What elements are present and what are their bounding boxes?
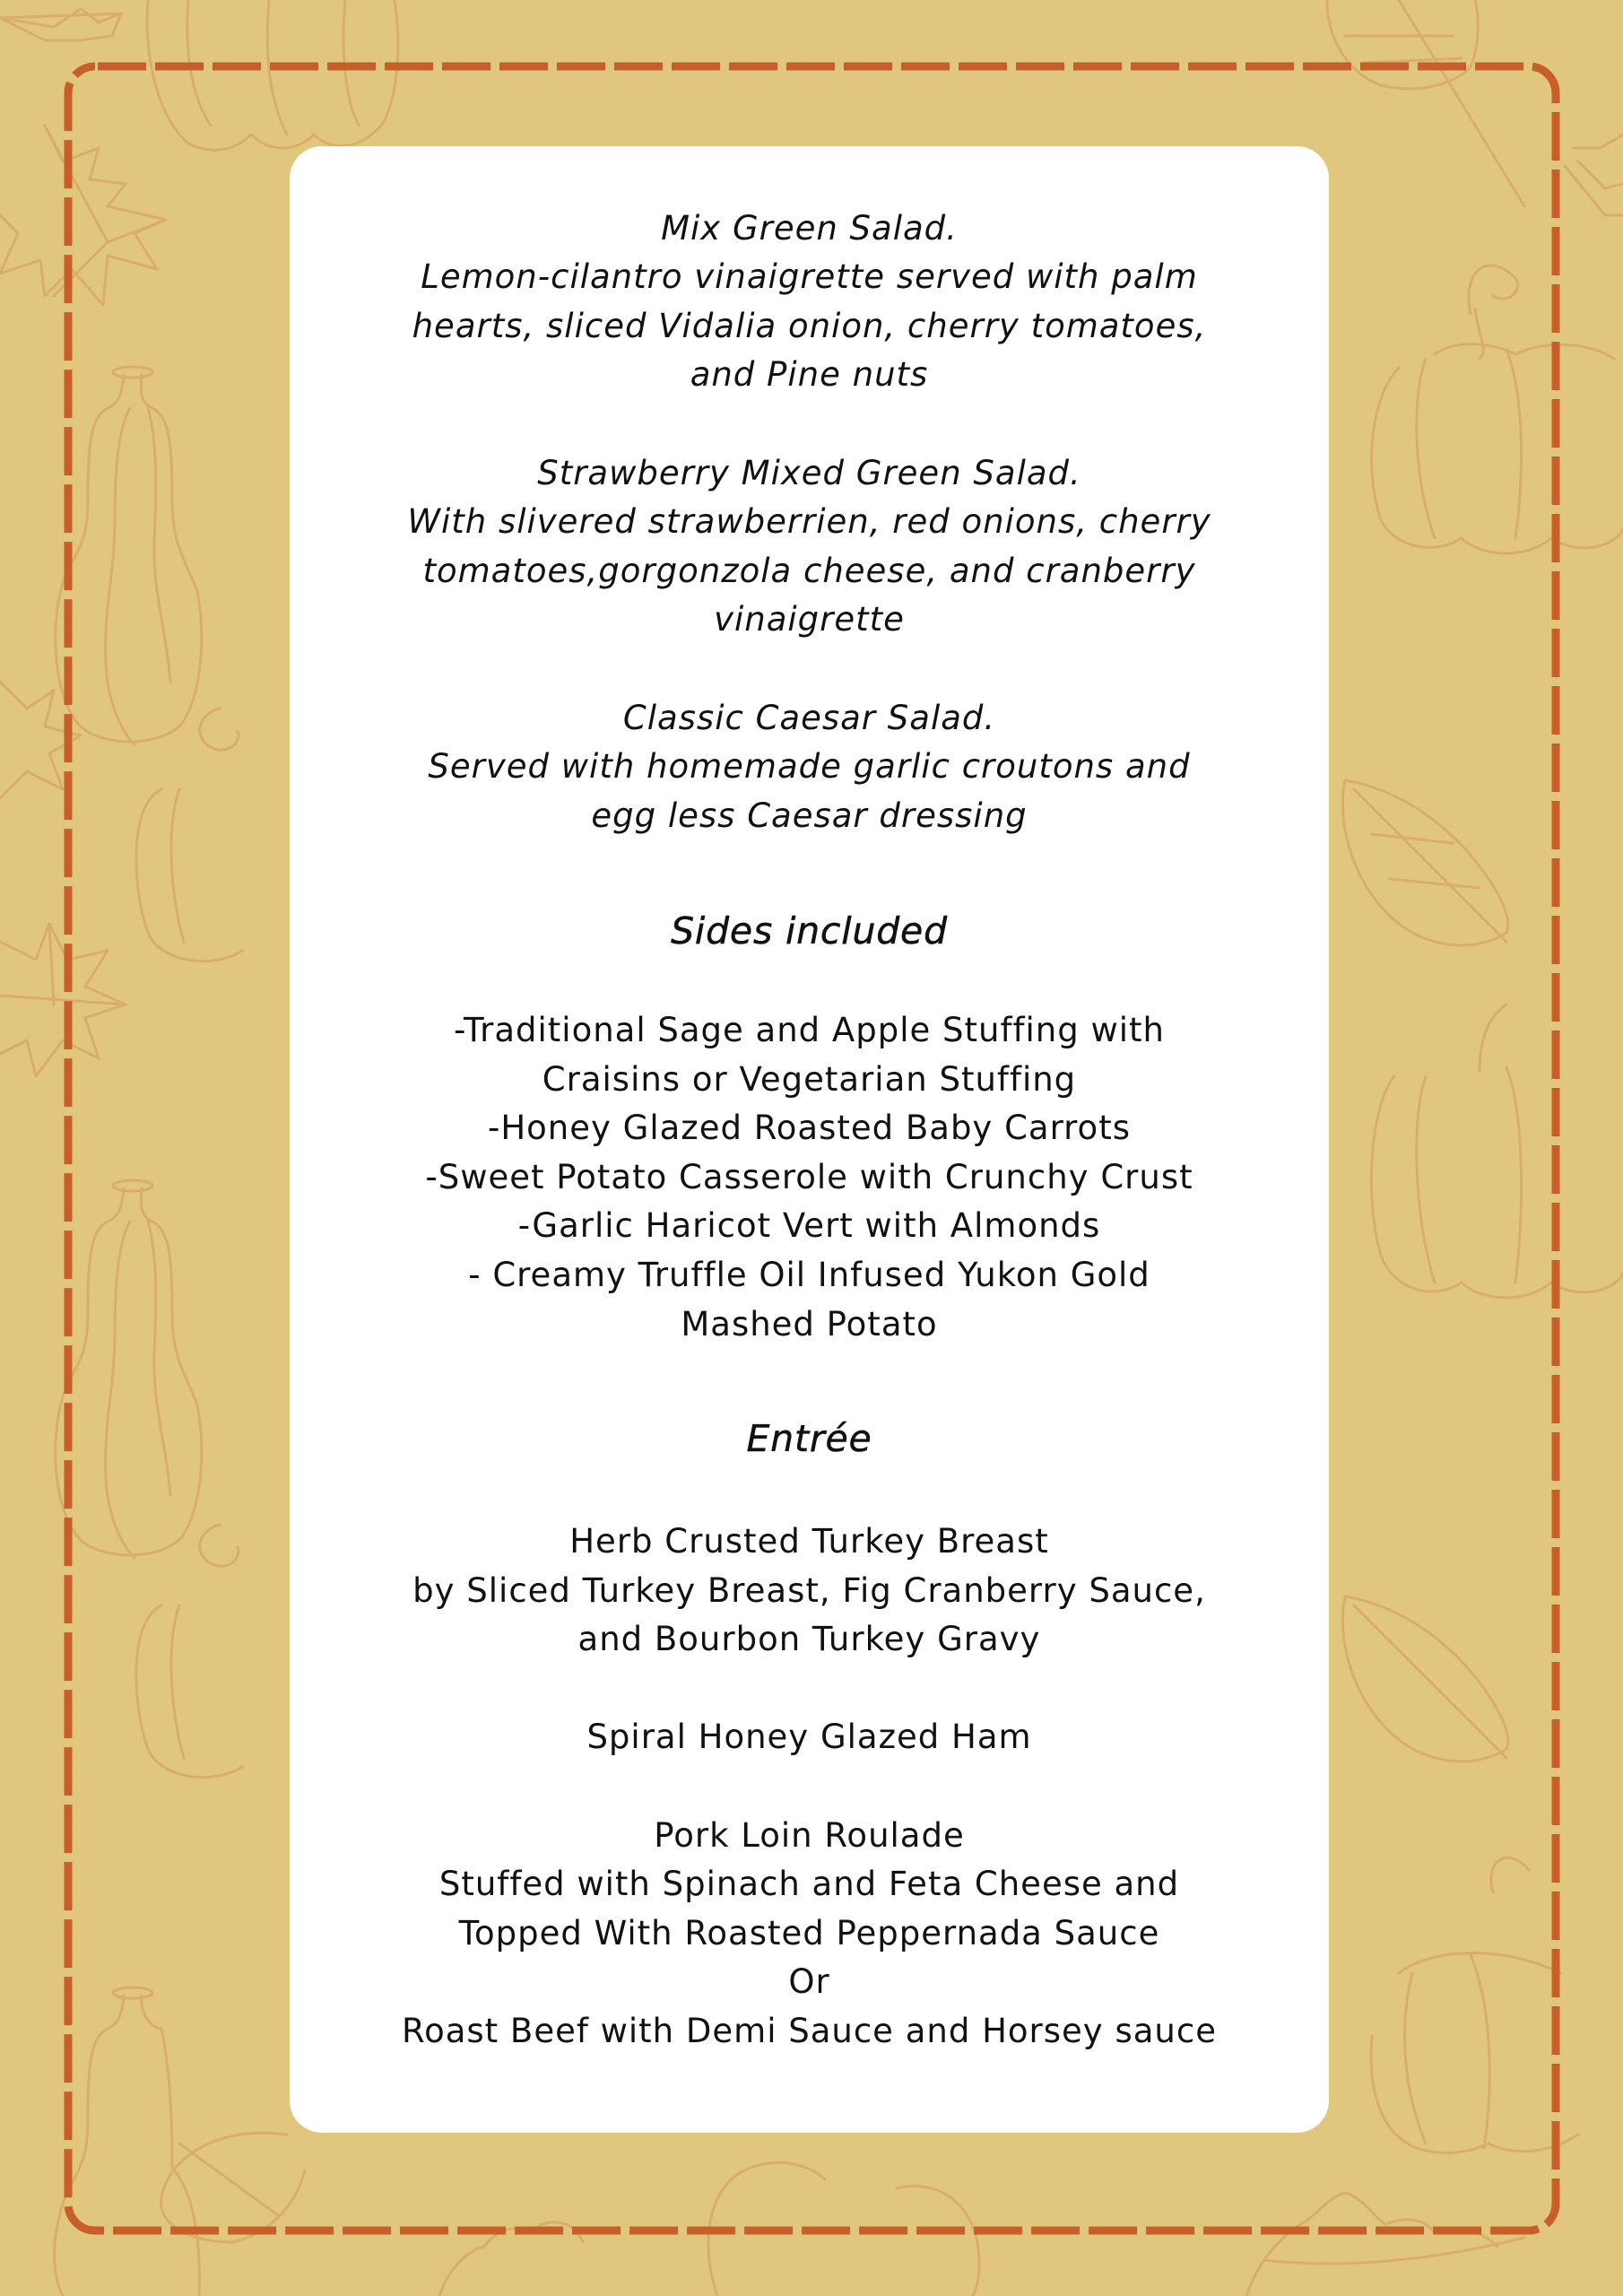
entree-pork-or-beef [290, 1812, 1329, 2057]
menu-card [290, 146, 1329, 2133]
entree-line: Topped With Roasted Peppernada Sauce [458, 1913, 1160, 1952]
salad-caesar [290, 694, 1329, 841]
dish-description: tomatoes,gorgonzola cheese, and cranberry [422, 551, 1196, 590]
dish-description: Lemon-cilantro vinaigrette served with palm [421, 257, 1198, 297]
entree-turkey [290, 1518, 1329, 1665]
entree-line: Or [788, 1962, 830, 2002]
side-item: Craisins or Vegetarian Stuffing [542, 1059, 1077, 1099]
entree-line: Roast Beef with Demi Sauce and Horsey sauce [402, 2011, 1217, 2050]
dish-name: Mix Green Salad. [661, 208, 958, 248]
dish-description: and Pine nuts [690, 355, 929, 395]
sides-list [290, 1006, 1329, 1349]
dish-name: Strawberry Mixed Green Salad. [537, 453, 1081, 492]
salad-strawberry [290, 449, 1329, 645]
sides-heading: Sides included [671, 909, 948, 952]
entree-heading: Entrée [746, 1416, 872, 1460]
side-item: - Creamy Truffle Oil Infused Yukon Gold [468, 1256, 1150, 1295]
entree-line: Herb Crusted Turkey Breast [569, 1522, 1049, 1561]
dish-name: Classic Caesar Salad. [622, 698, 996, 737]
spacer [290, 1349, 1329, 1398]
entree-line: Spiral Honey Glazed Ham [586, 1718, 1032, 1757]
side-item: -Honey Glazed Roasted Baby Carrots [488, 1109, 1131, 1148]
spacer [290, 1665, 1329, 1714]
dish-description: vinaigrette [714, 600, 905, 639]
spacer [290, 645, 1329, 694]
spacer [290, 1463, 1329, 1518]
side-item: -Traditional Sage and Apple Stuffing with [454, 1011, 1165, 1050]
spacer [290, 1762, 1329, 1812]
menu-content [290, 146, 1329, 2057]
side-item: -Sweet Potato Casserole with Crunchy Crust [425, 1157, 1193, 1196]
side-item: -Garlic Haricot Vert with Almonds [517, 1206, 1101, 1246]
dish-description: With slivered strawberrien, red onions, cherry [407, 502, 1211, 542]
dish-description: egg less Caesar dressing [591, 796, 1028, 835]
entree-ham [290, 1713, 1329, 1762]
entree-line: Pork Loin Roulade [654, 1815, 965, 1855]
spacer [290, 400, 1329, 449]
entree-line: by Sliced Turkey Breast, Fig Cranberry Sauce, [412, 1570, 1206, 1610]
dish-description: hearts, sliced Vidalia onion, cherry tomatoes, [412, 306, 1207, 345]
entree-line: and Bourbon Turkey Gravy [577, 1620, 1041, 1659]
side-item: Mashed Potato [681, 1304, 938, 1344]
spacer [290, 956, 1329, 1007]
dish-description: Served with homemade garlic croutons and [428, 747, 1191, 787]
salad-mix-green [290, 204, 1329, 400]
entree-line: Stuffed with Spinach and Feta Cheese and [438, 1865, 1180, 1904]
spacer [290, 840, 1329, 890]
